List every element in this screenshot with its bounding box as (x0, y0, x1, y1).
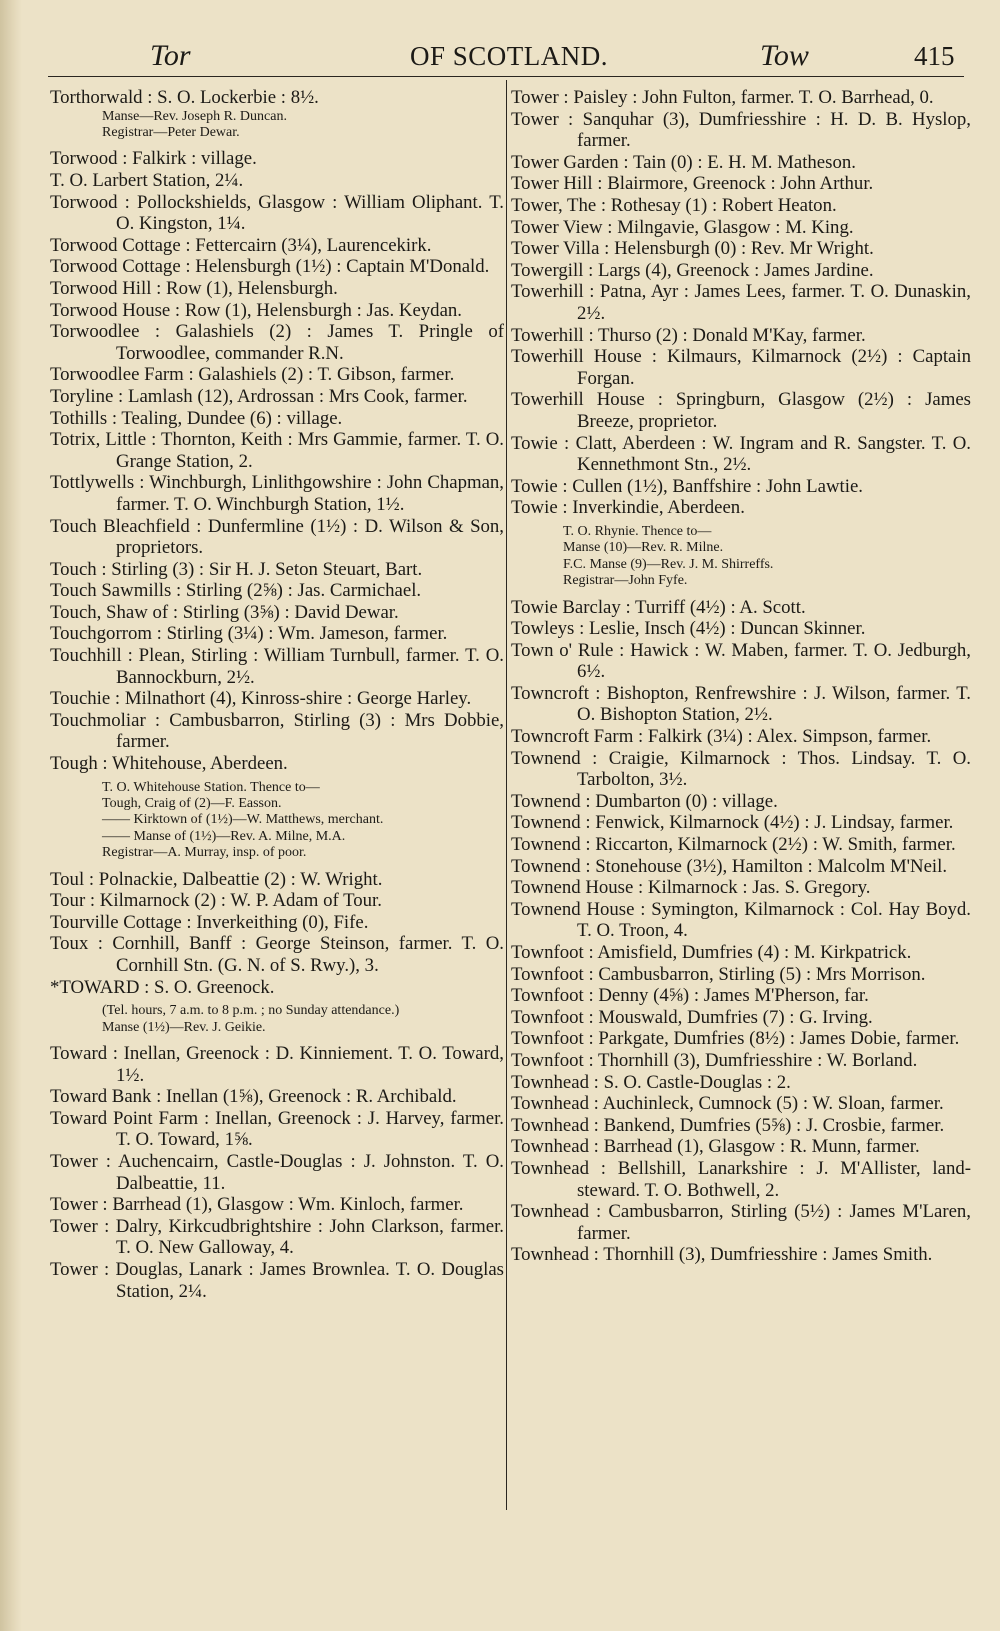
gazetteer-entry: Townend : Riccarton, Kilmarnock (2½) : W. Smith, farmer. (511, 834, 956, 856)
gazetteer-entry: Torwood Cottage : Helensburgh (1½) : Captain M'Donald. (50, 256, 490, 278)
sub-entry: Registrar—John Fyfe. (563, 573, 688, 589)
gazetteer-entry: Townend : Dumbarton (0) : village. (511, 790, 778, 812)
sub-entry: Manse (10)—Rev. R. Milne. (563, 540, 724, 556)
gazetteer-entry: Towncroft Farm : Falkirk (3¼) : Alex. Simpson, farmer. (511, 726, 932, 748)
sub-entry: F.C. Manse (9)—Rev. J. M. Shirreffs. (563, 556, 774, 572)
gazetteer-entry: Townhead : S. O. Castle-Douglas : 2. (511, 1071, 791, 1093)
right-column (511, 87, 971, 1266)
gazetteer-entry: Towncroft : Bishopton, Renfrewshire : J. Wilson, farmer. T. O. Bishopton Station, 2½. (511, 682, 971, 726)
sub-entry: Registrar—Peter Dewar. (102, 125, 240, 140)
gazetteer-entry: Tottlywells : Winchburgh, Linlithgowshire : John Chapman, farmer. T. O. Winchburgh Station, 1½. (50, 472, 504, 515)
gazetteer-entry: Townfoot : Parkgate, Dumfries (8½) : James Dobie, farmer. (511, 1028, 960, 1050)
gazetteer-entry: Tower View : Milngavie, Glasgow : M. King. (511, 216, 854, 238)
sub-entry: —— Manse of (1½)—Rev. A. Milne, M.A. (102, 828, 346, 844)
sub-entry: T. O. Rhynie. Thence to— (563, 523, 712, 539)
gazetteer-entry: Totrix, Little : Thornton, Keith : Mrs Gammie, farmer. T. O. Grange Station, 2. (50, 429, 504, 472)
gazetteer-entry: Towie : Clatt, Aberdeen : W. Ingram and R. Sangster. T. O. Kennethmont Stn., 2½. (511, 432, 971, 476)
gazetteer-entry: Toux : Cornhill, Banff : George Steinson, farmer. T. O. Cornhill Stn. (G. N. of S. Rwy.), 3. (50, 933, 504, 977)
gazetteer-entry: Torwood : Falkirk : village. (50, 148, 257, 170)
gazetteer-entry: Torwoodlee Farm : Galashiels (2) : T. Gibson, farmer. (50, 364, 455, 386)
gazetteer-entry: Townend House : Kilmarnock : Jas. S. Gregory. (511, 877, 871, 899)
gazetteer-entry: Tower : Paisley : John Fulton, farmer. T. O. Barrhead, 0. (511, 87, 934, 108)
gazetteer-entry: Touchgorrom : Stirling (3¼) : Wm. Jameson, farmer. (50, 623, 448, 645)
gazetteer-entry: Tour : Kilmarnock (2) : W. P. Adam of Tour. (50, 890, 382, 912)
sub-entry: Registrar—A. Murray, insp. of poor. (102, 845, 307, 861)
gazetteer-entry: Torwood : Pollockshields, Glasgow : William Oliphant. T. O. Kingston, 1¼. (50, 191, 504, 235)
gazetteer-entry: Townfoot : Denny (4⅝) : James M'Pherson, far. (511, 985, 869, 1007)
gazetteer-entry: Townhead : Thornhill (3), Dumfriesshire : James Smith. (511, 1244, 933, 1266)
gazetteer-entry: Townend House : Symington, Kilmarnock : Col. Hay Boyd. T. O. Troon, 4. (511, 898, 971, 942)
gazetteer-entry: Tower Garden : Tain (0) : E. H. M. Matheson. (511, 151, 856, 173)
gazetteer-entry: Torwood House : Row (1), Helensburgh : Jas. Keydan. (50, 299, 462, 321)
gazetteer-entry: Towie Barclay : Turriff (4½) : A. Scott. (511, 596, 806, 618)
gazetteer-entry: Tough : Whitehouse, Aberdeen. (50, 753, 288, 775)
running-head-left: Tor (150, 39, 191, 72)
gazetteer-entry: Townhead : Bankend, Dumfries (5⅝) : J. Crosbie, farmer. (511, 1114, 945, 1136)
gazetteer-entry: Townhead : Barrhead (1), Glasgow : R. Munn, farmer. (511, 1136, 920, 1158)
column-divider (506, 80, 507, 1510)
gazetteer-entry: Tower : Auchencairn, Castle-Douglas : J. Johnston. T. O. Dalbeattie, 11. (50, 1151, 504, 1194)
gazetteer-entry: Tower Hill : Blairmore, Greenock : John Arthur. (511, 173, 874, 195)
sub-entry: T. O. Whitehouse Station. Thence to— (102, 779, 320, 795)
gazetteer-entry: Toul : Polnackie, Dalbeattie (2) : W. Wright. (50, 868, 383, 890)
gazetteer-entry: Townend : Fenwick, Kilmarnock (4½) : J. Lindsay, farmer. (511, 812, 954, 834)
gazetteer-entry: Tower Villa : Helensburgh (0) : Rev. Mr Wright. (511, 238, 874, 260)
gazetteer-entry: Towie : Inverkindie, Aberdeen. (511, 497, 745, 519)
gazetteer-entry: Toward Point Farm : Inellan, Greenock : J. Harvey, farmer. T. O. Toward, 1⅝. (50, 1107, 504, 1151)
gazetteer-entry: Townfoot : Thornhill (3), Dumfriesshire : W. Borland. (511, 1049, 918, 1071)
gazetteer-entry: Towie : Cullen (1½), Banffshire : John Lawtie. (511, 475, 863, 497)
gazetteer-entry: Tourville Cottage : Inverkeithing (0), Fife. (50, 911, 369, 933)
gazetteer-entry: Touchie : Milnathort (4), Kinross-shire : George Harley. (50, 688, 472, 710)
page-number: 415 (914, 41, 955, 71)
gazetteer-entry: Townfoot : Mouswald, Dumfries (7) : G. Irving. (511, 1006, 873, 1028)
page-binding-edge (0, 0, 22, 1631)
gazetteer-entry: Towerhill House : Kilmaurs, Kilmarnock (2½) : Captain Forgan. (511, 346, 971, 389)
gazetteer-entry: Townend : Craigie, Kilmarnock : Thos. Lindsay. T. O. Tarbolton, 3½. (511, 747, 971, 791)
gazetteer-entry: Towerhill House : Springburn, Glasgow (2½) : James Breeze, proprietor. (511, 389, 971, 432)
sub-entry: Manse—Rev. Joseph R. Duncan. (102, 108, 287, 124)
sub-entry: Manse (1½)—Rev. J. Geikie. (102, 1019, 266, 1035)
gazetteer-entry: Touch : Stirling (3) : Sir H. J. Seton Steuart, Bart. (50, 558, 423, 580)
sub-entry: Tough, Craig of (2)—F. Easson. (102, 796, 282, 812)
gazetteer-entry: Towergill : Largs (4), Greenock : James Jardine. (511, 259, 874, 281)
gazetteer-entry: Tower, The : Rothesay (1) : Robert Heaton. (511, 194, 837, 216)
gazetteer-entry: Tothills : Tealing, Dundee (6) : village. (50, 407, 343, 429)
gazetteer-entry: Townend : Stonehouse (3½), Hamilton : Malcolm M'Neil. (511, 855, 948, 877)
running-head-right: Tow (760, 39, 809, 72)
gazetteer-entry: Torwood Cottage : Fettercairn (3¼), Laurencekirk. (50, 234, 432, 256)
gazetteer-entry: Tower : Sanquhar (3), Dumfriesshire : H. D. B. Hyslop, farmer. (511, 108, 971, 152)
gazetteer-entry: T. O. Larbert Station, 2¼. (50, 170, 244, 191)
gazetteer-entry: Toryline : Lamlash (12), Ardrossan : Mrs Cook, farmer. (50, 385, 468, 407)
gazetteer-entry: Tower : Douglas, Lanark : James Brownlea. T. O. Douglas Station, 2¼. (50, 1258, 504, 1302)
gazetteer-entry: Townhead : Cambusbarron, Stirling (5½) : James M'Laren, farmer. (511, 1201, 971, 1244)
gazetteer-entry: Toward : Inellan, Greenock : D. Kinniement. T. O. Toward, 1½. (50, 1043, 504, 1086)
gazetteer-entry: Touchhill : Plean, Stirling : William Turnbull, farmer. T. O. Bannockburn, 2½. (50, 645, 504, 688)
gazetteer-entry: Towleys : Leslie, Insch (4½) : Duncan Skinner. (511, 618, 866, 640)
gazetteer-entry: Townfoot : Cambusbarron, Stirling (5) : Mrs Morrison. (511, 963, 926, 985)
gazetteer-entry: Touch, Shaw of : Stirling (3⅝) : David Dewar. (50, 601, 399, 623)
gazetteer-entry: Townfoot : Amisfield, Dumfries (4) : M. Kirkpatrick. (511, 942, 912, 963)
gazetteer-entry: Towerhill : Patna, Ayr : James Lees, farmer. T. O. Dunaskin, 2½. (511, 281, 971, 324)
running-head-center: OF SCOTLAND. (410, 41, 609, 71)
gazetteer-entry: Tower : Dalry, Kirkcudbrightshire : John Clarkson, farmer. T. O. New Galloway, 4. (50, 1215, 504, 1259)
gazetteer-entry: Touchmoliar : Cambusbarron, Stirling (3) : Mrs Dobbie, farmer. (50, 709, 504, 753)
gazetteer-entry: Towerhill : Thurso (2) : Donald M'Kay, farmer. (511, 324, 866, 346)
gazetteer-entry: Townhead : Bellshill, Lanarkshire : J. M'Allister, land-steward. T. O. Bothwell, 2. (511, 1157, 971, 1201)
gazetteer-entry: Torwood Hill : Row (1), Helensburgh. (50, 277, 338, 299)
gazetteer-entry: Touch Sawmills : Stirling (2⅝) : Jas. Carmichael. (50, 580, 422, 602)
gazetteer-entry: Torwoodlee : Galashiels (2) : James T. Pringle of Torwoodlee, commander R.N. (50, 321, 504, 364)
gazetteer-entry: Toward Bank : Inellan (1⅝), Greenock : R. Archibald. (50, 1086, 457, 1108)
sub-entry: —— Kirktown of (1½)—W. Matthews, merchant. (102, 812, 384, 828)
header-rule (48, 76, 964, 77)
left-column (50, 87, 504, 1302)
gazetteer-entry: Torthorwald : S. O. Lockerbie : 8½. (50, 87, 319, 108)
gazetteer-entry: *TOWARD : S. O. Greenock. (50, 976, 275, 998)
gazetteer-entry: Touch Bleachfield : Dunfermline (1½) : D. Wilson & Son, proprietors. (50, 515, 504, 559)
gazetteer-entry: Townhead : Auchinleck, Cumnock (5) : W. Sloan, farmer. (511, 1093, 944, 1115)
gazetteer-entry: Tower : Barrhead (1), Glasgow : Wm. Kinloch, farmer. (50, 1194, 464, 1216)
sub-entry: (Tel. hours, 7 a.m. to 8 p.m. ; no Sunday attendance.) (102, 1003, 400, 1019)
gazetteer-entry: Town o' Rule : Hawick : W. Maben, farmer. T. O. Jedburgh, 6½. (511, 639, 971, 683)
